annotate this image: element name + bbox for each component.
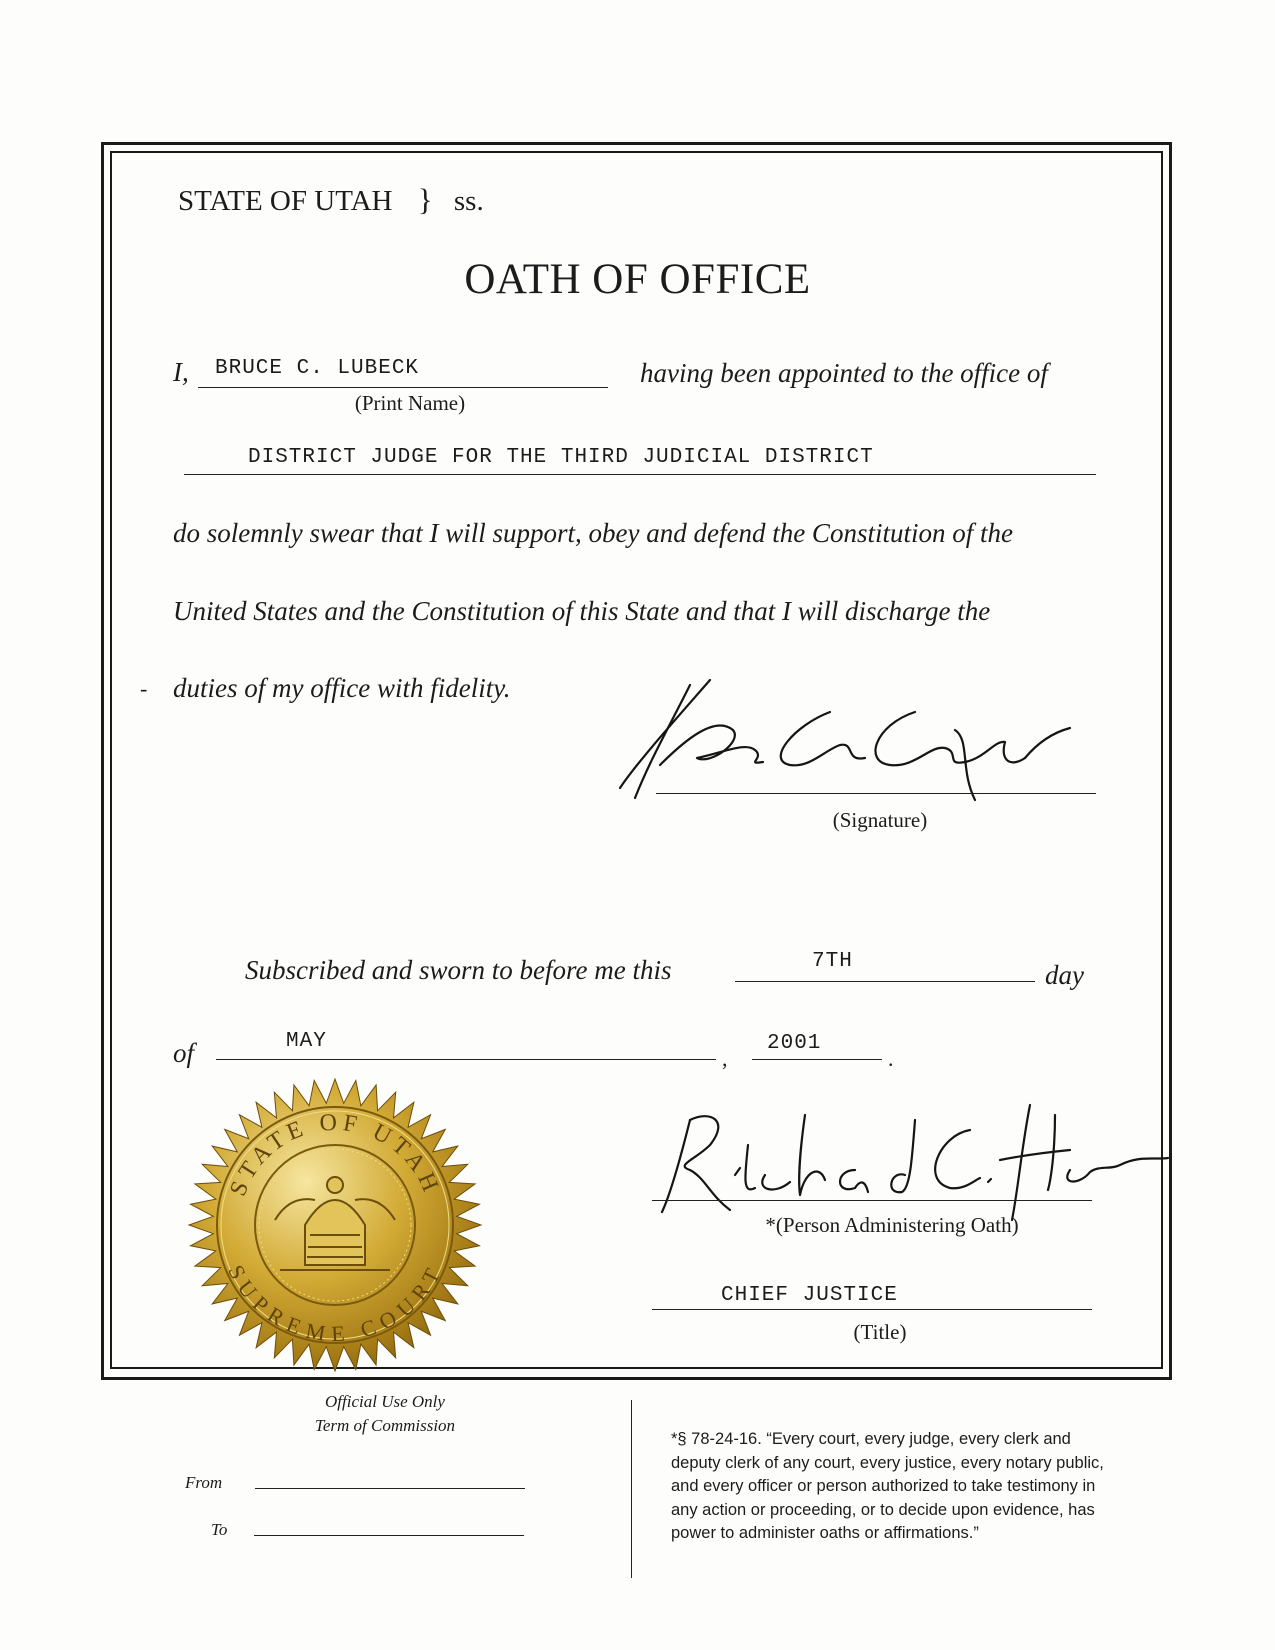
ss-label: ss. — [453, 185, 484, 217]
oath-line-2: United States and the Constitution of this State and that I will discharge the — [173, 596, 991, 626]
period: . — [888, 1046, 894, 1071]
to-label: To — [211, 1520, 228, 1539]
from-label: From — [185, 1473, 223, 1492]
print-name-value: BRUCE C. LUBECK — [215, 357, 420, 380]
statute-line-4: any action or proceeding, or to decide upon evidence, has — [671, 1500, 1095, 1519]
office-line — [184, 474, 1096, 475]
statute-line-3: and every officer or person authorized to take testimony in — [671, 1477, 1096, 1495]
month-line — [216, 1059, 716, 1060]
margin-mark: - — [140, 676, 148, 701]
administrator-signature-graphic — [650, 1100, 1170, 1225]
statute-line-1: *§ 78-24-16. “Every court, every judge, every clerk and — [671, 1430, 1071, 1448]
administrator-line — [652, 1200, 1092, 1201]
oath-line-3: duties of my office with fidelity. — [173, 673, 511, 703]
seal-text-top: STATE OF UTAH — [225, 1109, 445, 1200]
comma: , — [722, 1046, 728, 1071]
statute-line-2: deputy clerk of any court, every justice, every notary public, — [671, 1453, 1104, 1472]
title-caption: (Title) — [853, 1320, 907, 1344]
of-word: of — [173, 1038, 195, 1068]
state-heading — [178, 182, 484, 218]
day-word: day — [1045, 960, 1084, 990]
oath-prefix: I, — [173, 357, 189, 387]
official-use-label: Official Use Only — [325, 1392, 445, 1411]
jurat-text: Subscribed and sworn to before me this — [245, 955, 672, 985]
page-title: OATH OF OFFICE — [464, 256, 811, 303]
title-value: CHIEF JUSTICE — [721, 1284, 898, 1307]
state-label: STATE OF UTAH — [178, 185, 393, 217]
footer-divider — [631, 1400, 632, 1578]
signature-graphic — [615, 670, 1095, 810]
term-of-commission-label: Term of Commission — [314, 1416, 456, 1435]
print-name-line — [198, 387, 608, 388]
administrator-caption: *(Person Administering Oath) — [765, 1213, 1019, 1237]
signature-caption: (Signature) — [832, 808, 928, 832]
title-line — [652, 1309, 1092, 1310]
statute-block — [671, 1428, 1104, 1546]
to-line — [254, 1535, 524, 1536]
year-line — [752, 1059, 882, 1060]
from-line — [255, 1488, 525, 1489]
seal-text-bottom: SUPREME COURT — [223, 1260, 447, 1347]
year-value: 2001 — [767, 1032, 822, 1055]
appointed-text: having been appointed to the office of — [640, 358, 1048, 388]
oath-line-1: do solemnly swear that I will support, obey and defend the Constitution of the — [173, 518, 1013, 548]
day-value: 7TH — [812, 950, 853, 973]
month-value: MAY — [286, 1030, 327, 1053]
office-value: DISTRICT JUDGE FOR THE THIRD JUDICIAL DISTRICT — [248, 446, 874, 469]
print-name-caption: (Print Name) — [354, 391, 466, 415]
signature-line — [656, 793, 1096, 794]
seal-graphic — [185, 1075, 485, 1375]
statute-line-5: power to administer oaths or affirmations.” — [671, 1524, 979, 1542]
brace: } — [417, 182, 433, 217]
day-line — [735, 981, 1035, 982]
